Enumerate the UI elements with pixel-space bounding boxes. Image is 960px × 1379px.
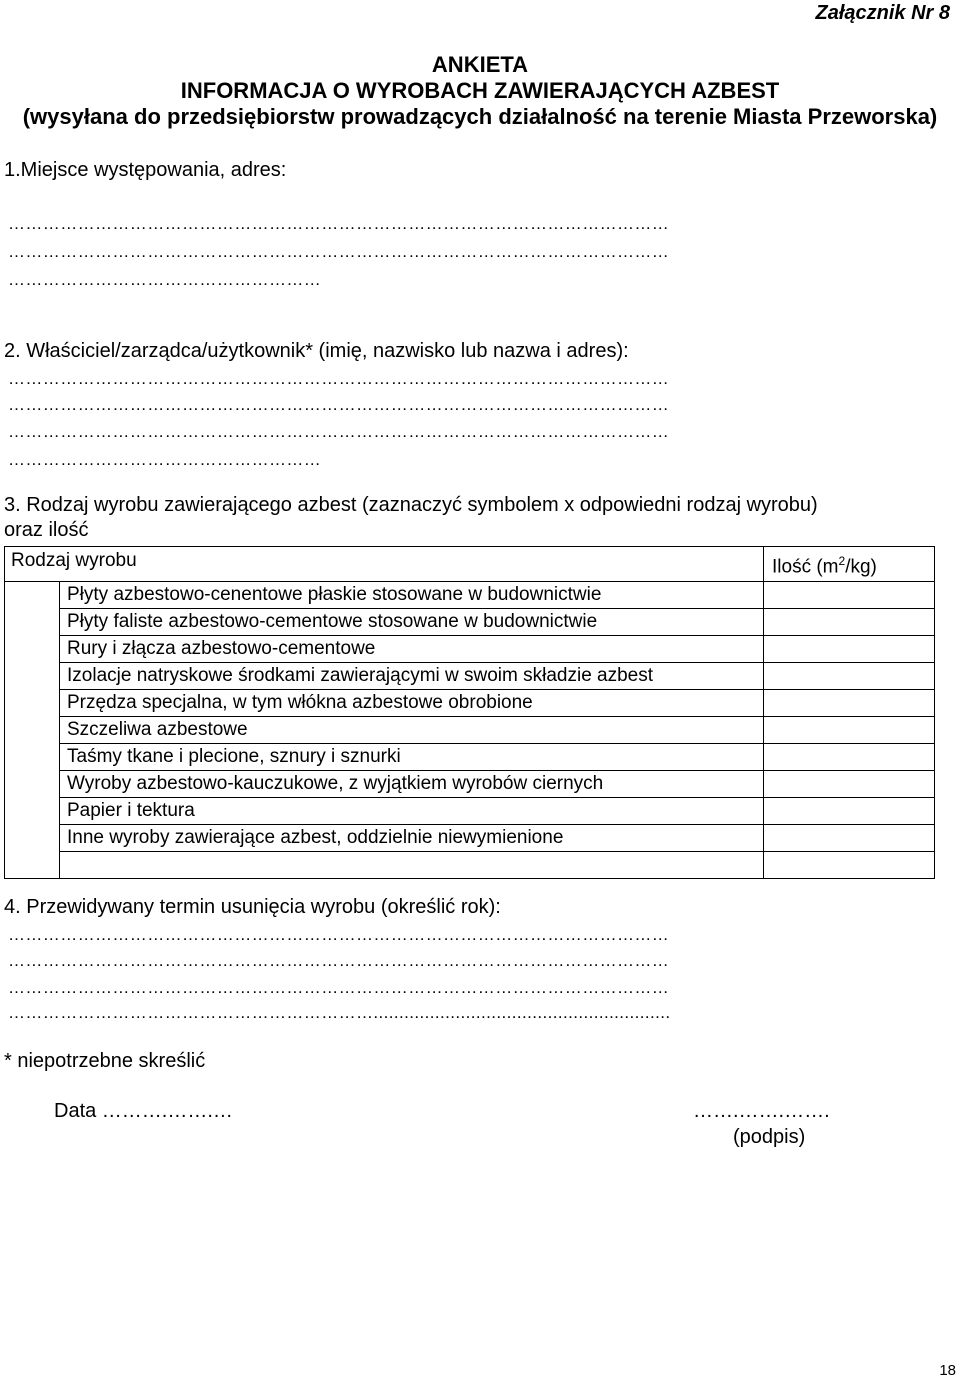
- qty-suffix: /kg): [845, 556, 877, 578]
- section3-label-line2: oraz ilość: [4, 519, 89, 541]
- table-row: [5, 771, 935, 798]
- table-header-row: [5, 547, 935, 582]
- table-row: [5, 717, 935, 744]
- footnote: * niepotrzebne skreślić: [4, 1050, 206, 1072]
- qty-cell[interactable]: [764, 717, 935, 744]
- table-row: [5, 582, 935, 609]
- item-label: Płyty azbestowo-cenentowe płaskie stosowane w budownictwie: [60, 582, 764, 609]
- section4-dots-2[interactable]: ……………………………………………………………………………………………………: [8, 951, 670, 970]
- section1-dots-3[interactable]: ………………………………………………: [8, 270, 322, 289]
- qty-cell[interactable]: [764, 771, 935, 798]
- item-label: Rury i złącza azbestowo-cementowe: [60, 636, 764, 663]
- asbestos-products-table: [4, 546, 935, 879]
- item-label: Taśmy tkane i plecione, sznury i sznurki: [60, 744, 764, 771]
- qty-cell[interactable]: [764, 744, 935, 771]
- col-type-header: Rodzaj wyrobu: [5, 547, 764, 582]
- table-row: [5, 798, 935, 825]
- item-label: Wyroby azbestowo-kauczukowe, z wyjątkiem wyrobów ciernych: [60, 771, 764, 798]
- section2-dots-4[interactable]: ………………………………………………: [8, 450, 322, 469]
- empty-item-cell[interactable]: [60, 852, 764, 879]
- qty-cell[interactable]: [764, 663, 935, 690]
- table-row: [5, 636, 935, 663]
- section4-dots-4[interactable]: ………………………………………………………..........................................................: [8, 1003, 671, 1022]
- signature-line[interactable]: …….…….…….: [693, 1100, 830, 1122]
- title-line-1: ANKIETA: [431, 52, 529, 77]
- section2-label: 2. Właściciel/zarządca/użytkownik* (imię, nazwisko lub nazwa i adres):: [4, 340, 629, 362]
- item-label: Izolacje natryskowe środkami zawierającymi w swoim składzie azbest: [60, 663, 764, 690]
- table-row-empty: [5, 852, 935, 879]
- date-field[interactable]: Data ……….…….…: [54, 1100, 233, 1122]
- table-row: [5, 744, 935, 771]
- table-row: [5, 825, 935, 852]
- signature-label: (podpis): [733, 1126, 806, 1148]
- item-label: Przędza specjalna, w tym włókna azbestowe obrobione: [60, 690, 764, 717]
- qty-cell[interactable]: [764, 798, 935, 825]
- section1-label: 1.Miejsce występowania, adres:: [4, 159, 287, 181]
- item-label: Szczeliwa azbestowe: [60, 717, 764, 744]
- title-line-2: INFORMACJA O WYROBACH ZAWIERAJĄCYCH AZBEST: [180, 78, 780, 103]
- qty-prefix: Ilość (m: [772, 556, 839, 578]
- section4-label: 4. Przewidywany termin usunięcia wyrobu (określić rok):: [4, 896, 501, 918]
- qty-cell[interactable]: [764, 690, 935, 717]
- section3-label-line1: 3. Rodzaj wyrobu zawierającego azbest (zaznaczyć symbolem x odpowiedni rodzaj wyrobu): [4, 494, 818, 516]
- section2-dots-3[interactable]: ……………………………………………………………………………………………………: [8, 422, 670, 441]
- qty-cell[interactable]: [764, 609, 935, 636]
- section1-dots-2[interactable]: ……………………………………………………………………………………………………: [8, 242, 670, 261]
- page-number: 18: [939, 1362, 956, 1379]
- marker-column[interactable]: [5, 582, 60, 879]
- section1-dots-1[interactable]: ……………………………………………………………………………………………………: [8, 214, 670, 233]
- qty-cell[interactable]: [764, 825, 935, 852]
- section2-dots-1[interactable]: ……………………………………………………………………………………………………: [8, 369, 670, 388]
- qty-cell[interactable]: [764, 582, 935, 609]
- item-label: Papier i tektura: [60, 798, 764, 825]
- section4-dots-3[interactable]: ……………………………………………………………………………………………………: [8, 978, 670, 997]
- table-row: [5, 690, 935, 717]
- col-qty-header: [764, 547, 935, 582]
- title-subtitle: (wysyłana do przedsiębiorstw prowadzących działalność na terenie Miasta Przeworska): [22, 104, 938, 129]
- section2-dots-2[interactable]: ……………………………………………………………………………………………………: [8, 395, 670, 414]
- item-label: Płyty faliste azbestowo-cementowe stosowane w budownictwie: [60, 609, 764, 636]
- item-label: Inne wyroby zawierające azbest, oddzielnie niewymienione: [60, 825, 764, 852]
- table-row: [5, 609, 935, 636]
- qty-superscript: 2: [838, 554, 846, 568]
- section4-dots-1[interactable]: ……………………………………………………………………………………………………: [8, 925, 670, 944]
- qty-cell[interactable]: [764, 636, 935, 663]
- table-row: [5, 663, 935, 690]
- annex-label: Załącznik Nr 8: [815, 2, 950, 24]
- qty-cell[interactable]: [764, 852, 935, 879]
- document-title: [0, 52, 960, 130]
